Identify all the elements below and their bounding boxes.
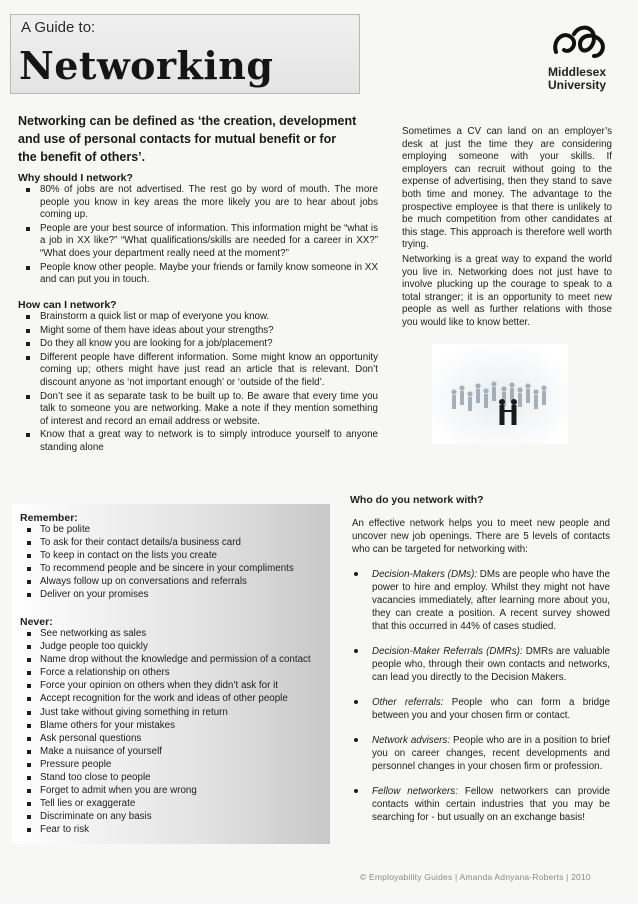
definition-intro: Networking can be defined as ‘the creation, development and use of personal contacts for mutual benefit or for the benefit of others’. [18,114,357,164]
how-item: Know that a great way to network is to simply introduce yourself to anyone standing alone [18,429,378,454]
never-item: Force your opinion on others when they didn’t ask for it [20,680,326,693]
guide-subtitle: A Guide to: [21,19,96,36]
university-name [534,66,620,92]
expand-world-paragraph: Networking is a great way to expand the world you live in. Networking does not just have to involve plucking up the courage to speak to a total stranger; it is an opportunity to meet new people as well as further relations with those you would like to know better. [402,254,612,328]
how-item: Might some of them have ideas about your strengths? [18,325,378,338]
never-item: Just take without giving something in return [20,707,326,720]
never-item: Stand too close to people [20,772,326,785]
why-heading: Why should I network? [18,172,133,184]
never-item: Make a nuisance of yourself [20,746,326,759]
contact-level-description: People who are in a position to brief you on career changes, recent developments and personnel changes in your chosen firm or profession. [372,735,611,772]
never-item: Forget to admit when you are wrong [20,785,326,798]
remember-item: To recommend people and be sincere in your compliments [20,563,326,576]
contact-level-description: People who can form a bridge between you and your chosen firm or contact. [372,697,610,721]
never-item: Discriminate on any basis [20,811,326,824]
contact-level-term: Fellow networkers: [372,786,458,797]
why-list [18,184,378,288]
why-item: People are your best source of information. This information might be “what is a job in XX like?” “What qualifications/skills are needed for a career in XX?” “What does your department really need at the moment?” [18,223,378,261]
contact-level-description: DMs are people who have the power to hire and employ. Whilst they might not have vacancies immediately, after learning more about you, they can create a position. A recent survey showed that this occurred in 44% of cases studied. [372,569,610,632]
how-item: Brainstorm a quick list or map of everyone you know. [18,311,378,324]
never-item: Blame others for your mistakes [20,720,326,733]
never-item: Ask personal questions [20,733,326,746]
never-list [20,628,326,838]
title-banner [10,14,360,94]
why-item: People know other people. Maybe your friends or family know someone in XX and can put you in touch. [18,262,378,287]
contact-level-item [350,645,610,684]
remember-item: To be polite [20,524,326,537]
remember-never-panel [12,504,330,844]
never-item: Fear to risk [20,824,326,837]
university-name-line1: Middlesex [547,65,607,79]
who-heading: Who do you network with? [350,494,484,506]
never-item: Tell lies or exaggerate [20,798,326,811]
never-item: Name drop without the knowledge and permission of a contact [20,654,326,667]
contact-level-description: Fellow networkers can provide contacts within certain industries that you may be searching for - but usually on an exchange basis! [372,786,610,823]
contact-level-description: DMRs are valuable people who, through their own contacts and networks, can lead you directly to the Decision Makers. [372,646,610,683]
cv-paragraph: Sometimes a CV can land on an employer’s desk at just the time they are considering employing someone with your skills. If employers can recruit without going to the expense of advertising, then they stand to save both time and money. The advantage to the prospective employee is that there is unlikely to be much competition from other candidates at this stage. This approach is therefore well worth trying. [402,126,612,251]
who-intro: An effective network helps you to meet new people and uncover new job openings. There are 5 levels of contacts who can be targeted for networking with: [352,518,610,555]
never-item: Judge people too quickly [20,641,326,654]
remember-item: To ask for their contact details/a business card [20,537,326,550]
university-name-line2: University [547,78,607,92]
footer-credit: © Employability Guides | Amanda Adnyana-Roberts | 2010 [360,872,591,882]
university-logo-icon [550,22,612,62]
how-list [18,311,378,456]
never-item: Force a relationship on others [20,667,326,680]
remember-heading: Remember: [20,512,78,524]
who-list [350,568,610,824]
remember-item: Always follow up on conversations and referrals [20,576,326,589]
remember-item: Deliver on your promises [20,589,326,602]
never-item: Accept recognition for the work and ideas of other people [20,693,326,706]
contact-level-term: Other referrals: [372,697,444,708]
remember-item: To keep in contact on the lists you create [20,550,326,563]
how-item: Do they all know you are looking for a job/placement? [18,338,378,351]
contact-level-term: Decision-Maker Referrals (DMRs): [372,646,523,657]
contact-level-item [350,785,610,824]
how-item: Different people have different information. Some might know an opportunity coming up; others might have just read an article that is relevant. Don’t discount anyone as ‘not important enough’ or ‘outside of the field’. [18,352,378,390]
contact-level-term: Decision-Makers (DMs): [372,569,478,580]
contact-level-item [350,734,610,773]
how-heading: How can I network? [18,299,117,311]
crowd-photo [432,344,568,444]
contact-level-item [350,568,610,633]
why-item: 80% of jobs are not advertised. The rest go by word of mouth. The more people you know in key areas the more likely you are to hear about jobs coming up. [18,184,378,222]
never-item: See networking as sales [20,628,326,641]
never-item: Pressure people [20,759,326,772]
never-heading: Never: [20,616,53,628]
how-item: Don’t see it as separate task to be built up to. Be aware that every time you talk to someone you are networking. Make a note if they mention something of interest and record an email address or website. [18,391,378,429]
contact-level-item [350,696,610,722]
page-title: Networking [19,43,274,88]
contact-level-term: Network advisers: [372,735,451,746]
remember-list [20,524,326,603]
